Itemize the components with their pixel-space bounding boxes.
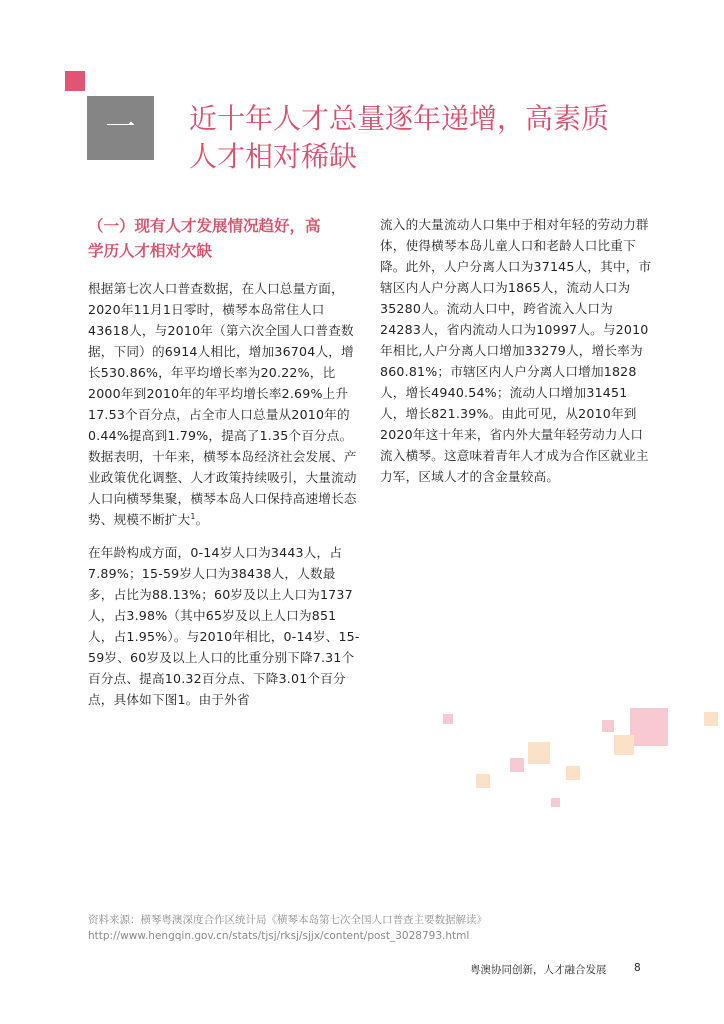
- footnote-marker[interactable]: 1: [190, 511, 196, 521]
- chapter-number: 一: [105, 110, 136, 145]
- source-url[interactable]: http://www.hengqin.gov.cn/stats/tjsj/rksj/sjjx/content/post_3028793.html: [88, 930, 470, 942]
- deco-square: [551, 798, 560, 807]
- page-number: 8: [634, 962, 641, 974]
- footer-text: 粤澳协同创新，人才融合发展: [470, 964, 607, 976]
- paragraph-1-end: 。: [195, 512, 209, 527]
- chapter-number-box: [87, 96, 154, 160]
- body-paragraph-2: 在年龄构成方面，0-14岁人口为3443人，占7.89%；15-59岁人口为38438人，人数最多，占比为88.13%；60岁及以上人口为1737人，占3.98%（其中65岁及以上人口为851人，占1.95%）。与2010年相比，0-14岁、15-59岁、60岁及以上人口的比重分别下降7.31个百分点、提高10.32百分点、下降3.01个百分点，具体如下图1。由于外省: [88, 545, 360, 707]
- deco-square: [566, 766, 580, 780]
- chapter-accent-square: [65, 71, 85, 91]
- deco-square: [614, 735, 634, 755]
- section-heading: [88, 214, 360, 264]
- section-heading-line1: （一）现有人才发展情况趋好，高: [88, 217, 321, 235]
- deco-square: [704, 712, 718, 726]
- body-paragraph-3: 流入的大量流动人口集中于相对年轻的劳动力群体，使得横琴本岛儿童人口和老龄人口比重下降。此外，人户分离人口为37145人，其中，市辖区内人户分离人口为1865人，流动人口为35280人。流动人口中，跨省流入人口为24283人，省内流动人口为10997人。与2010年相比,人户分离人口增加33279人，增长率为860.81%；市辖区内人户分离人口增加1828人，增长4940.54%；流动人口增加31451人，增长821.39%。由此可见，从2010年到2020年这十年来，省内外大量年轻劳动力人口流入横琴。这意味着青年人才成为合作区就业主力军，区域人才的含金量较高。: [380, 217, 652, 484]
- paragraph-1-text: 根据第七次人口普查数据，在人口总量方面，2020年11月1日零时，横琴本岛常住人口43618人，与2010年（第六次全国人口普查数据，下同）的6914人相比，增加36704人，增长530.86%，年平均增长率为20.22%，比2000年到2010年的年平均增长率2.69%上升17.53个百分点，占全市人口总量从2010年的0.44%提高到1.79%，提高了1.35个百分点。数据表明，十年来，横琴本岛经济社会发展、产业政策优化调整、人才政策持续吸引，大量流动人口向横琴集聚，横琴本岛人口保持高速增长态势、规模不断扩大: [88, 281, 357, 527]
- deco-square: [630, 708, 668, 746]
- chapter-title-line2: 人才相对稀缺: [189, 140, 358, 173]
- deco-square: [476, 774, 490, 788]
- chapter-title: [189, 100, 669, 176]
- deco-square: [443, 714, 453, 724]
- source-line1: 资料来源：横琴粤澳深度合作区统计局《横琴本岛第七次全国人口普查主要数据解读》: [88, 914, 487, 926]
- deco-square: [528, 742, 550, 764]
- deco-square: [510, 758, 524, 772]
- deco-square: [602, 720, 614, 732]
- body-paragraph-1: [88, 278, 360, 530]
- source-note: [88, 912, 648, 944]
- chapter-title-line1: 近十年人才总量逐年递增，高素质: [189, 102, 610, 135]
- section-heading-line2: 学历人才相对欠缺: [88, 242, 213, 260]
